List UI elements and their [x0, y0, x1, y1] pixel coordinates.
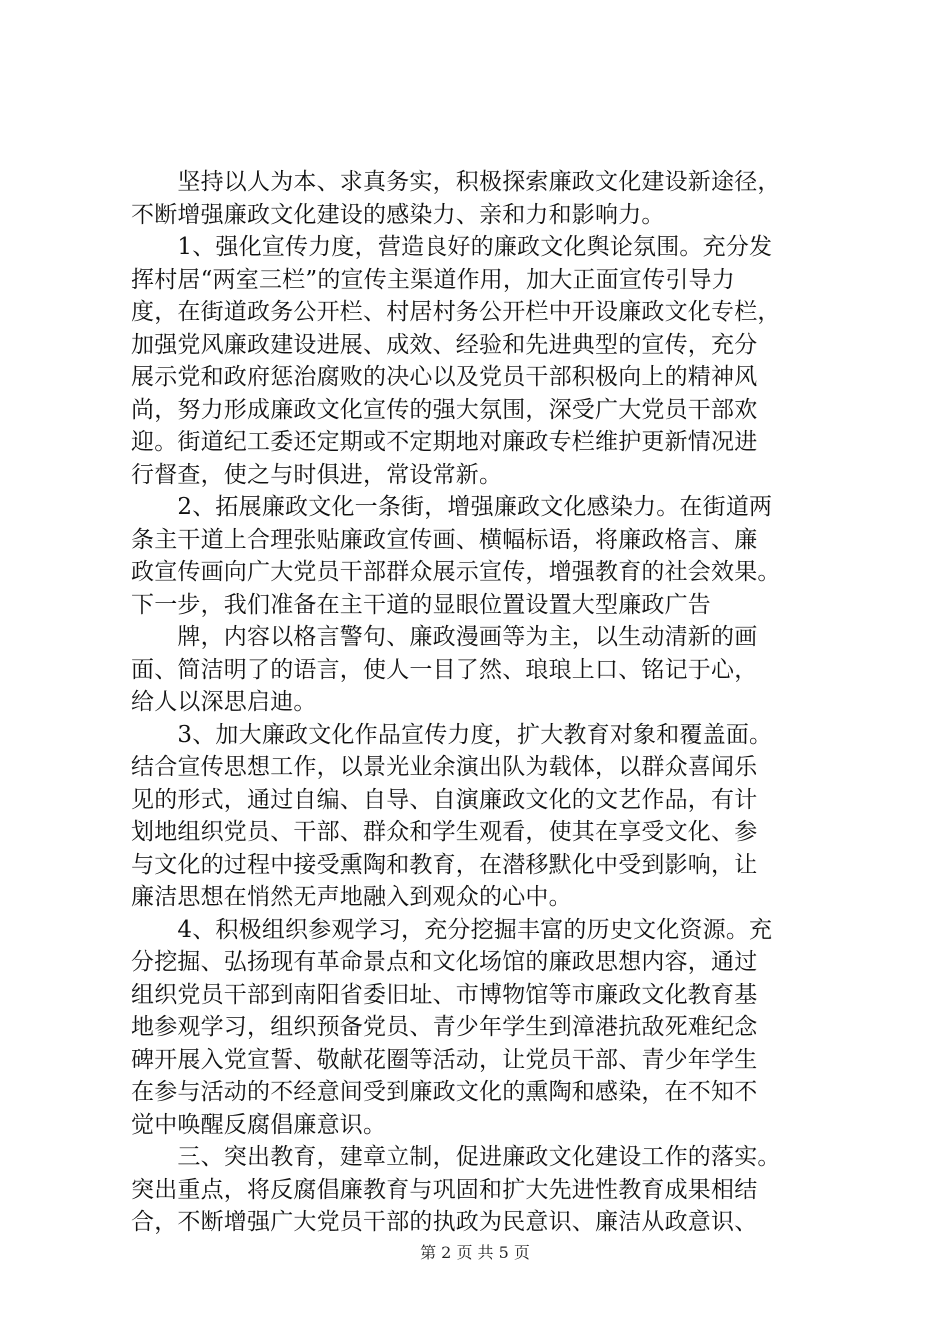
text-line: 行督查，使之与时俱进，常设常新。: [131, 461, 503, 488]
text-line: 给人以深思启迪。: [131, 689, 317, 715]
text-line: 碑开展入党宣誓、敬献花圈等活动，让党员干部、青少年学生: [131, 1046, 758, 1073]
text-line: 面、简洁明了的语言，使人一目了然、琅琅上口、铭记于心，: [131, 656, 758, 683]
text-line: 与文化的过程中接受熏陶和教育，在潜移默化中受到影响，让: [131, 851, 758, 878]
text-line: 见的形式，通过自编、自导、自演廉政文化的文艺作品，有计: [131, 786, 758, 813]
text-line: 牌，内容以格言警句、廉政漫画等为主，以生动清新的画: [131, 624, 758, 650]
text-line: 4、积极组织参观学习，充分挖掘丰富的历史文化资源。充: [131, 916, 773, 943]
text-line: 结合宣传思想工作，以景光业余演出队为载体，以群众喜闻乐: [131, 754, 758, 780]
text-line: 条主干道上合理张贴廉政宣传画、横幅标语，将廉政格言、廉: [131, 526, 758, 553]
text-line: 不断增强廉政文化建设的感染力、亲和力和影响力。: [131, 201, 665, 228]
page-footer: 第 2 页 共 5 页: [420, 1243, 530, 1262]
text-line: 政宣传画向广大党员干部群众展示宣传，增强教育的社会效果。: [131, 559, 781, 585]
text-line: 1、强化宣传力度，营造良好的廉政文化舆论氛围。充分发: [131, 234, 773, 260]
text-line: 觉中唤醒反腐倡廉意识。: [131, 1111, 387, 1138]
text-line: 在参与活动的不经意间受到廉政文化的熏陶和感染，在不知不: [131, 1079, 758, 1105]
text-line: 组织党员干部到南阳省委旧址、市博物馆等市廉政文化教育基: [131, 981, 758, 1008]
text-line: 下一步，我们准备在主干道的显眼位置设置大型廉政广告: [131, 591, 711, 618]
text-line: 坚持以人为本、求真务实，积极探索廉政文化建设新途径，: [131, 169, 781, 195]
text-line: 度，在街道政务公开栏、村居村务公开栏中开设廉政文化专栏，: [131, 299, 781, 325]
text-line: 合，不断增强广大党员干部的执政为民意识、廉洁从政意识、: [131, 1209, 758, 1235]
text-line: 3、加大廉政文化作品宣传力度，扩大教育对象和覆盖面。: [131, 721, 773, 748]
text-line: 2、拓展廉政文化一条街，增强廉政文化感染力。在街道两: [131, 494, 773, 520]
text-line: 迎。街道纪工委还定期或不定期地对廉政专栏维护更新情况进: [131, 429, 758, 455]
text-line: 廉洁思想在悄然无声地融入到观众的心中。: [131, 884, 572, 910]
text-line: 三、突出教育，建章立制，促进廉政文化建设工作的落实。: [131, 1144, 781, 1170]
text-line: 挥村居“两室三栏”的宣传主渠道作用，加大正面宣传引导力: [131, 266, 735, 293]
text-line: 展示党和政府惩治腐败的决心以及党员干部积极向上的精神风: [131, 364, 758, 390]
text-line: 突出重点，将反腐倡廉教育与巩固和扩大先进性教育成果相结: [131, 1176, 758, 1203]
text-line: 尚，努力形成廉政文化宣传的强大氛围，深受广大党员干部欢: [131, 396, 758, 423]
text-line: 分挖掘、弘扬现有革命景点和文化场馆的廉政思想内容，通过: [131, 949, 758, 975]
text-line: 划地组织党员、干部、群众和学生观看，使其在享受文化、参: [131, 819, 758, 845]
text-line: 地参观学习，组织预备党员、青少年学生到漳港抗敌死难纪念: [131, 1014, 758, 1040]
text-line: 加强党风廉政建设进展、成效、经验和先进典型的宣传，充分: [131, 331, 758, 358]
